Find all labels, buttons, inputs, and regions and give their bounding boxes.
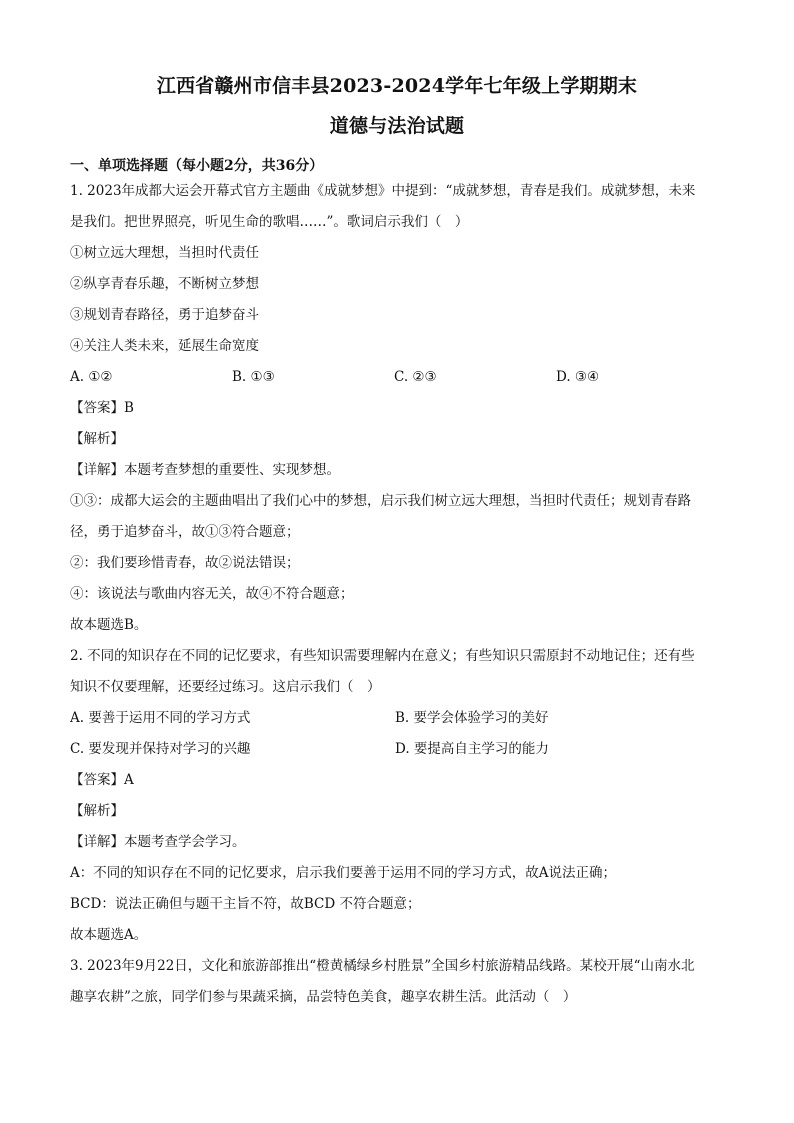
- question-2-options-row2: [70, 734, 724, 765]
- question-1-detail-6: 故本题选B。: [70, 617, 148, 633]
- question-2-detail-2: A：不同的知识存在不同的记忆要求，启示我们要善于运用不同的学习方式，故A说法正确；: [70, 865, 616, 881]
- question-2-answer: 【答案】A: [70, 772, 134, 788]
- question-1-analysis-label: 【解析】: [70, 431, 124, 447]
- question-2-detail-4: 故本题选A。: [70, 927, 148, 943]
- question-2-options-row1: [70, 703, 724, 734]
- document-title-line1: 江西省赣州市信丰县2023-2024学年七年级上学期期末: [156, 75, 638, 97]
- question-2-analysis-label: 【解析】: [70, 803, 124, 819]
- question-3: [70, 951, 724, 1013]
- question-1-item-4: ④关注人类未来，延展生命宽度: [70, 338, 259, 354]
- question-2-option-d: D. 要提高自主学习的能力: [395, 741, 549, 757]
- question-1-stem-line2: 是我们。把世界照亮，听见生命的歌唱……”。歌词启示我们（ ）: [70, 214, 469, 230]
- question-1-item-3: ③规划青春路径，勇于追梦奋斗: [70, 307, 259, 323]
- question-1-detail-1: 【详解】本题考查梦想的重要性、实现梦想。: [70, 462, 340, 478]
- question-1-stem-line1: 1. 2023年成都大运会开幕式官方主题曲《成就梦想》中提到：“成就梦想，青春是我们。成就梦想，未来: [70, 183, 696, 199]
- question-1-detail-2: ①③：成都大运会的主题曲唱出了我们心中的梦想，启示我们树立远大理想，当担时代责任；规划青春路: [70, 493, 691, 509]
- question-1-option-c: C. ②③: [394, 369, 437, 385]
- question-1: [70, 176, 724, 641]
- question-3-stem-line1: 3. 2023年9月22日，文化和旅游部推出“橙黄橘绿乡村胜景”全国乡村旅游精品线路。某校开展“山南水北: [70, 958, 695, 974]
- document-title-line2: 道德与法治试题: [329, 115, 465, 137]
- question-1-option-a: A. ①②: [70, 369, 113, 385]
- section-heading: 一、单项选择题（每小题2分，共36分）: [70, 158, 324, 174]
- question-1-option-d: D. ③④: [556, 369, 600, 385]
- question-2-detail-1: 【详解】本题考查学会学习。: [70, 834, 246, 850]
- question-2-option-a: A. 要善于运用不同的学习方式: [70, 710, 251, 726]
- question-2-option-c: C. 要发现并保持对学习的兴趣: [70, 741, 251, 757]
- question-2: [70, 641, 724, 951]
- question-1-item-2: ②纵享青春乐趣，不断树立梦想: [70, 276, 259, 292]
- question-1-detail-5: ④：该说法与歌曲内容无关，故④不符合题意；: [70, 586, 354, 602]
- question-1-item-1: ①树立远大理想，当担时代责任: [70, 245, 259, 261]
- question-3-stem-line2: 趣享农耕”之旅，同学们参与果蔬采摘，品尝特色美食，趣享农耕生活。此活动（ ）: [70, 989, 577, 1005]
- question-2-option-b: B. 要学会体验学习的美好: [395, 710, 549, 726]
- question-1-answer: 【答案】B: [70, 400, 134, 416]
- question-1-detail-3: 径，勇于追梦奋斗，故①③符合题意；: [70, 524, 300, 540]
- question-1-detail-4: ②：我们要珍惜青春，故②说法错误；: [70, 555, 300, 571]
- question-2-stem-line2: 知识不仅要理解，还要经过练习。这启示我们（ ）: [70, 679, 381, 695]
- question-1-options: [70, 362, 724, 393]
- question-2-stem-line1: 2. 不同的知识存在不同的记忆要求，有些知识需要理解内在意义；有些知识只需原封不动地记住；还有些: [70, 648, 695, 664]
- question-2-detail-3: BCD：说法正确但与题干主旨不符，故BCD 不符合题意；: [70, 896, 421, 912]
- question-1-option-b: B. ①③: [232, 369, 275, 385]
